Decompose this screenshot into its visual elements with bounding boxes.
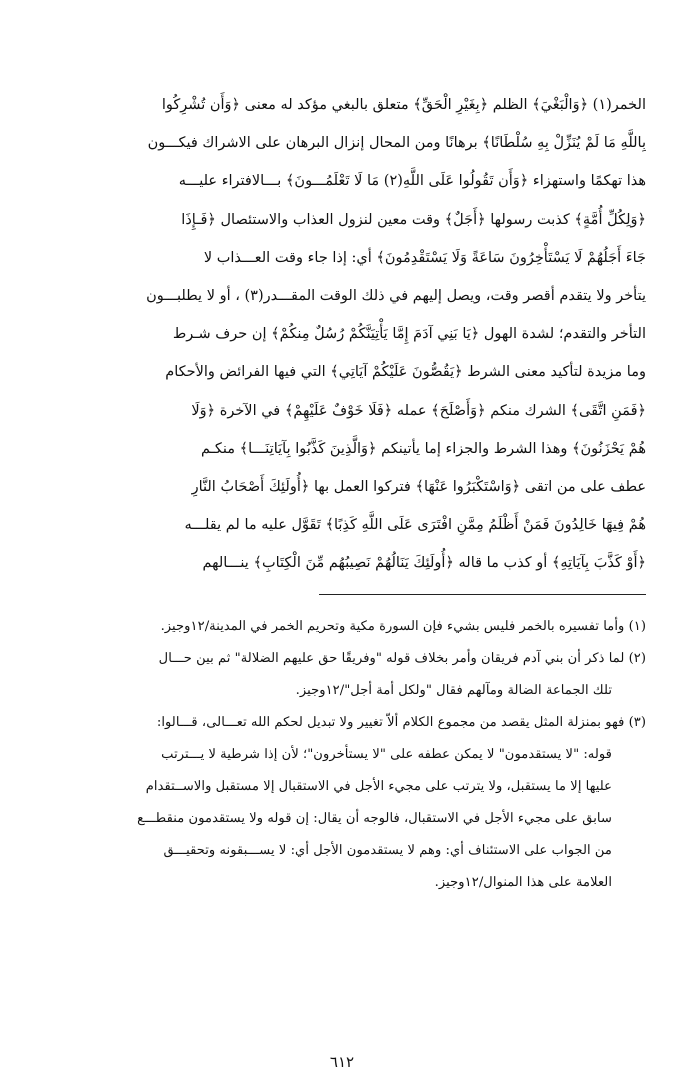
body-line: التأخر والتقدم؛ لشدة الهول ﴿يَا بَنِي آدَمَ إِمَّا يَأْتِيَنَّكُمْ رُسُلٌ مِنكُمْ﴾ إن حرف شـرط [172,326,646,343]
body-line: جَاءَ أَجَلُهُمْ لَا يَسْتَأْخِرُونَ سَاعَةً وَلَا يَسْتَقْدِمُونَ﴾ أي: إذا جاء وقت العـــذاب لا [203,249,646,266]
body-line: وما مزيدة لتأكيد معنى الشرط ﴿يَقُصُّونَ عَلَيْكُمْ آيَاتِي﴾ التي فيها الفرائض والأحكام [165,364,646,381]
body-line: عطف على من اتقى ﴿وَاسْتَكْبَرُوا عَنْهَا﴾ فتركوا العمل بها ﴿أُولَئِكَ أَصْحَابُ النَّارِ [191,478,646,495]
body-line: هُمْ يَحْزَنُونَ﴾ وهذا الشرط والجزاء إما يأتينكم ﴿وَالَّذِينَ كَذَّبُوا بِآيَاتِنَـــا﴾ منكـم [200,440,646,457]
body-line: الخمر(١) ﴿وَالْبَغْيَ﴾ الظلم ﴿بِغَيْرِ الْحَقِّ﴾ متعلق بالبغي مؤكد له معنى ﴿وَأَن تُشْرِكُوا [161,97,646,113]
footnote-line: العلامة على هذا المنوال/١٢وجيز. [434,875,612,891]
footnote [40,611,646,643]
footnote-line: تلك الجماعة الضالة ومآلهم فقال "ولكل أمة أجل"/١٢وجيز. [295,683,612,699]
body-line: ﴿أَوْ كَذَّبَ بِآيَاتِهِ﴾ أو كذب ما قاله ﴿أُولَئِكَ يَنَالُهُمْ نَصِيبُهُم مِّنَ الْكِتَابِ﴾ ينـــالهم [202,555,646,572]
body-line: ﴿وَلِكُلِّ أُمَّةٍ﴾ كذبت رسولها ﴿أَجَلٌ﴾ وقت معين لنزول العذاب والاستئصال ﴿فَـإِذَا [181,211,646,228]
body-line: بِاللَّهِ مَا لَمْ يُنَزِّلْ بِهِ سُلْطَانًا﴾ برهانًا ومن المحال إنزال البرهان على الاشراك فيكـــون [147,135,646,152]
footnote [40,707,646,899]
footnote-line: (٢) لما ذكر أن بني آدم فريقان وأمر بخلاف قوله "وفريقًا حق عليهم الضلالة" ثم بين حـــال [158,651,646,667]
body-line: هُمْ فِيهَا خَالِدُونَ فَمَنْ أَظْلَمُ مِمَّنِ افْتَرَى عَلَى اللَّهِ كَذِبًا﴾ تَقَوَّل عليه ما لم يقلـــه [184,517,646,534]
footnote-divider [319,594,646,595]
body-line: يتأخر ولا يتقدم أقصر وقت، ويصل إليهم في ذلك الوقت المقـــدر(٣) ، أو لا يطلبـــون [146,287,646,304]
footnote [40,643,646,707]
footnote-line: من الجواب على الاستئناف أي: وهم لا يستقدمون الأجل أي: لا يســـبقونه وتحقيـــق [163,843,612,859]
footnote-line: (١) وأما تفسيره بالخمر فليس بشيء فإن السورة مكية وتحريم الخمر في المدينة/١٢وجيز. [160,619,646,635]
footnotes-section [40,611,646,899]
body-line: هذا تهكمًا واستهزاء ﴿وَأَن تَقُولُوا عَلَى اللَّهِ(٢) مَا لَا تَعْلَمُـــونَ﴾ بـــالافتراء عليـــه [178,173,646,190]
page-number: ٦١٢ [329,1053,355,1071]
body-line: ﴿فَمَنِ اتَّقَى﴾ الشرك منكم ﴿وَأَصْلَحَ﴾ عمله ﴿فَلَا خَوْفٌ عَلَيْهِمْ﴾ في الآخرة ﴿وَلَا [191,402,646,419]
footnote-line: سابق على مجيء الأجل في الاستقبال، فالوجه أن يقال: إن قوله ولا يستقدمون منقطـــع [137,811,612,827]
footnote-line: (٣) فهو بمنزلة المثل يقصد من مجموع الكلام ألاّ تغيير ولا تبديل لحكم الله تعـــالى، قـــالوا: [156,715,646,731]
footnote-line: عليها إلا ما يستقبل، ولا يترتب على مجيء الأجل في الاستقبال إلا مستقبل والاســتقدام [145,779,612,795]
footnote-line: قوله: "لا يستقدمون" لا يمكن عطفه على "لا يستأخرون"؛ لأن إذا شرطية لا يـــترتب [161,747,612,763]
tafsir-body-text [40,86,646,582]
